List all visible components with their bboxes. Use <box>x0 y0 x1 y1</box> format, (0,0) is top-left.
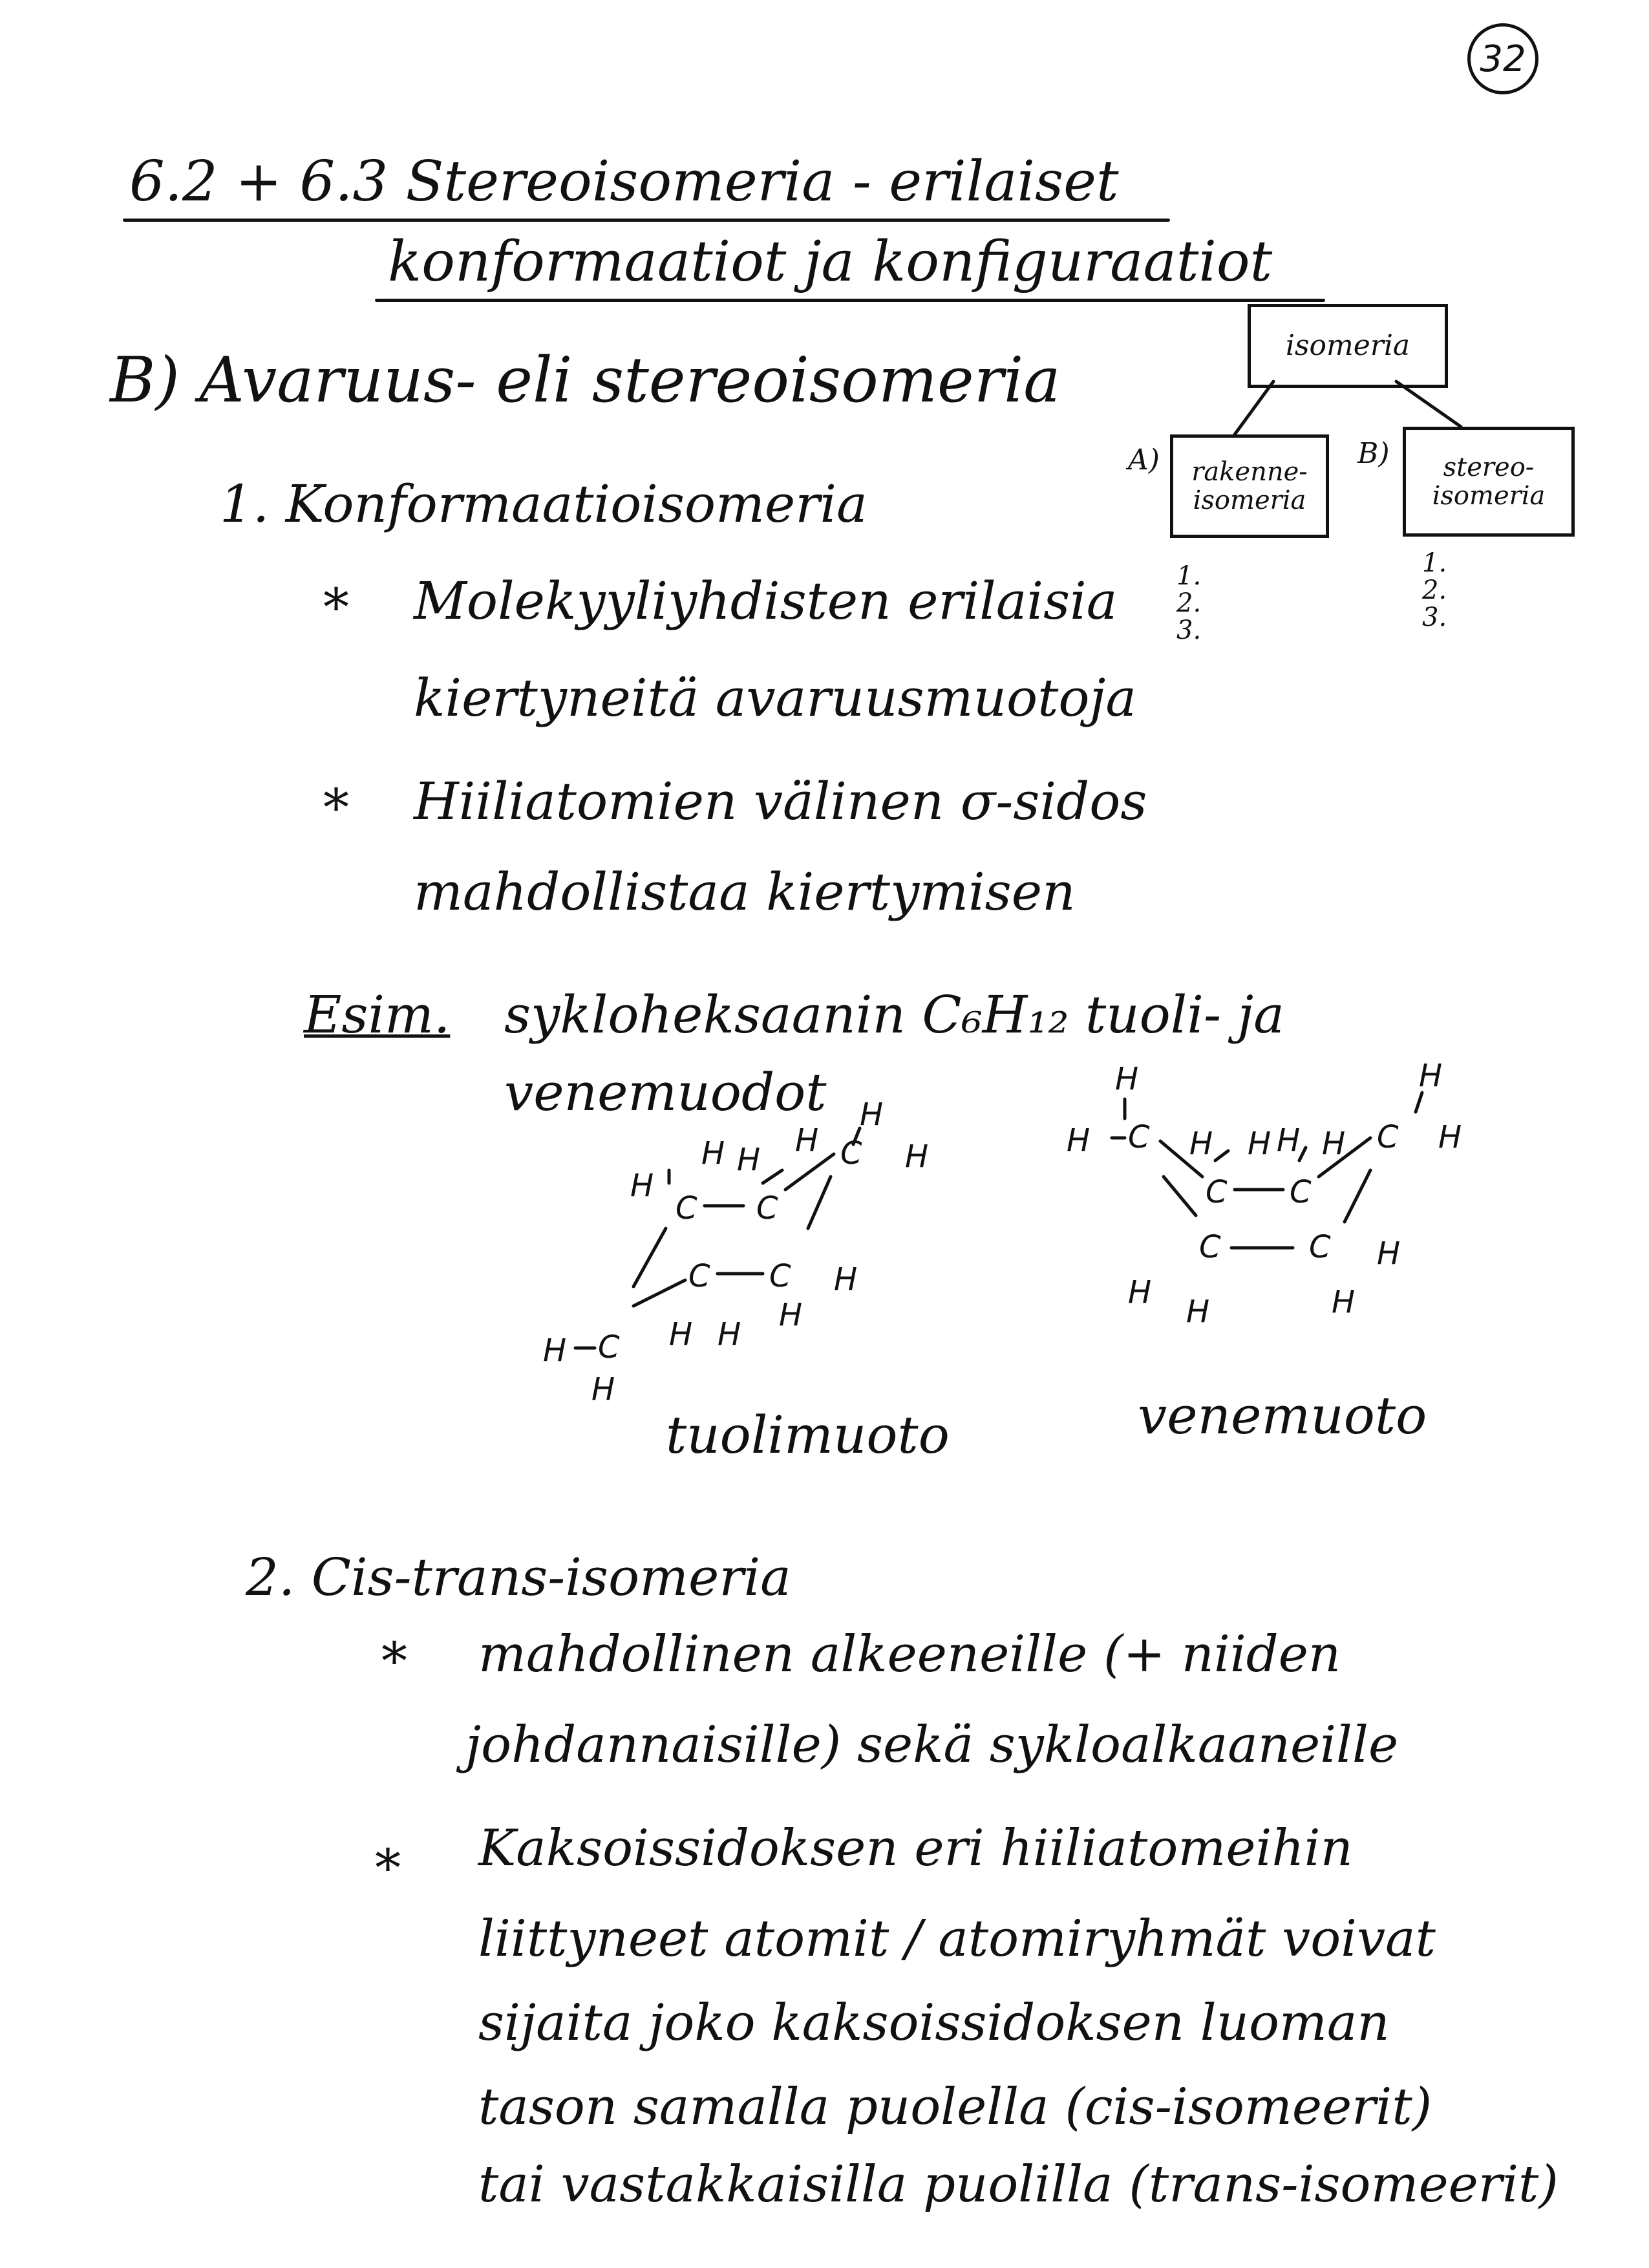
hydrogen-atom: H <box>834 1261 858 1298</box>
left-list-item: 3. <box>1176 615 1202 645</box>
hydrogen-atom: H <box>591 1371 615 1407</box>
carbon-atom: C <box>1128 1119 1150 1155</box>
cis-bullet-1-line-1: mahdollinen alkeeneille (+ niiden <box>478 1625 1341 1684</box>
tree-line-right <box>1396 381 1461 427</box>
hydrogen-atom: H <box>1189 1126 1213 1162</box>
left-box-prefix: A) <box>1128 444 1160 476</box>
hydrogen-atom: H <box>905 1139 929 1175</box>
boat-bonds <box>1112 1093 1422 1248</box>
carbon-atom: C <box>1290 1174 1312 1210</box>
bullet-2-line-1: Hiiliatomien välinen σ-sidos <box>414 771 1147 831</box>
left-list-item: 2. <box>1176 588 1202 618</box>
hydrogen-atom: H <box>630 1168 654 1204</box>
hydrogen-atom: H <box>1115 1061 1139 1097</box>
chair-bond <box>633 1228 666 1287</box>
example-label: Esim. <box>304 985 451 1045</box>
chair-bond <box>808 1177 831 1228</box>
hydrogen-atom: H <box>701 1135 725 1171</box>
title-line-1: 6.2 + 6.3 Stereoisomeria - erilaiset <box>129 149 1119 214</box>
cis-bullet-2-line-4: tason samalla puolella (cis-isomeerit) <box>478 2078 1432 2136</box>
right-list-item: 3. <box>1422 603 1447 632</box>
bullet-1-symbol: * <box>323 577 349 637</box>
hydrogen-atom: H <box>1438 1119 1462 1155</box>
carbon-atom: C <box>598 1329 620 1365</box>
chair-bond <box>633 1280 685 1306</box>
hydrogen-atom: H <box>779 1297 803 1333</box>
isomeria-box: isomeria <box>1248 304 1448 388</box>
sub1-heading: 1. Konformaatioisomeria <box>220 474 867 534</box>
sub2-heading: 2. Cis-trans-isomeria <box>246 1547 791 1607</box>
boat-form-label: venemuoto <box>1138 1385 1427 1446</box>
right-list-item: 1. <box>1422 548 1447 578</box>
hydrogen-atom: H <box>795 1122 819 1159</box>
boat-bond <box>1299 1148 1306 1161</box>
carbon-atom: C <box>840 1135 862 1171</box>
hydrogen-atom: H <box>718 1316 741 1353</box>
hydrogen-atom: H <box>1277 1122 1301 1159</box>
bullet-2-line-2: mahdollistaa kiertymisen <box>414 862 1076 922</box>
cis-bullet-2-line-5: tai vastakkaisilla puolilla (trans-isomeerit) <box>478 2156 1559 2214</box>
carbon-atom: C <box>756 1190 778 1226</box>
boat-bond <box>1164 1177 1196 1215</box>
page-number: 32 <box>1467 23 1538 94</box>
carbon-atom: C <box>1309 1229 1331 1265</box>
right-list-item: 2. <box>1422 575 1447 605</box>
bullet-2-symbol: * <box>323 778 349 838</box>
hydrogen-atom: H <box>1067 1122 1090 1159</box>
boat-bond <box>1215 1151 1228 1161</box>
hydrogen-atom: H <box>669 1316 693 1353</box>
carbon-atom: C <box>676 1190 697 1226</box>
cis-bullet-2-line-2: liittyneet atomit / atomiryhmät voivat <box>478 1910 1436 1968</box>
example-line-1: sykloheksaanin C₆H₁₂ tuoli- ja <box>504 985 1284 1045</box>
left-list-item: 1. <box>1176 561 1202 591</box>
example-line-2: venemuodot <box>504 1062 827 1122</box>
title-line-2: konformaatiot ja konfiguraatiot <box>388 230 1273 294</box>
cis-bullet-1-line-2: johdannaisille) sekä sykloalkaaneille <box>465 1716 1399 1774</box>
chair-bond <box>763 1170 782 1183</box>
carbon-atom: C <box>1206 1174 1228 1210</box>
cis-bullet-2-line-1: Kaksoissidoksen eri hiiliatomeihin <box>478 1819 1353 1878</box>
right-box-prefix: B) <box>1357 437 1390 470</box>
rakenne-isomeria-box: rakenne-isomeria <box>1170 434 1329 538</box>
hydrogen-atom: H <box>1419 1058 1443 1094</box>
hydrogen-atom: H <box>1248 1126 1271 1162</box>
hydrogen-atom: H <box>1377 1236 1401 1272</box>
hydrogen-atom: H <box>1186 1294 1210 1330</box>
carbon-atom: C <box>688 1258 710 1294</box>
hydrogen-atom: H <box>860 1097 884 1133</box>
hydrogen-atom: H <box>543 1332 567 1369</box>
chair-form-label: tuolimuoto <box>666 1405 950 1465</box>
hydrogen-atom: H <box>1322 1126 1346 1162</box>
carbon-atom: C <box>1377 1119 1399 1155</box>
tree-line-left <box>1235 381 1273 434</box>
hydrogen-atom: H <box>1128 1274 1152 1311</box>
cis-bullet-2-line-3: sijaita joko kaksoissidoksen luoman <box>478 1994 1390 2052</box>
cis-bullet-2-symbol: * <box>375 1838 401 1898</box>
cis-bullet-1-symbol: * <box>381 1631 407 1691</box>
bullet-1-line-1: Molekyyliyhdisten erilaisia <box>414 571 1118 631</box>
boat-bond <box>1416 1093 1422 1112</box>
boat-bond <box>1345 1170 1370 1222</box>
carbon-atom: C <box>1199 1229 1221 1265</box>
section-b-heading: B) Avaruus- eli stereoisomeria <box>110 344 1061 416</box>
hydrogen-atom: H <box>1332 1284 1356 1320</box>
bullet-1-line-2: kiertyneitä avaruusmuotoja <box>414 668 1137 728</box>
carbon-atom: C <box>769 1258 791 1294</box>
diagram-connectors <box>1235 381 1461 434</box>
stereo-isomeria-box: stereo-isomeria <box>1403 427 1575 537</box>
hydrogen-atom: H <box>737 1142 761 1178</box>
